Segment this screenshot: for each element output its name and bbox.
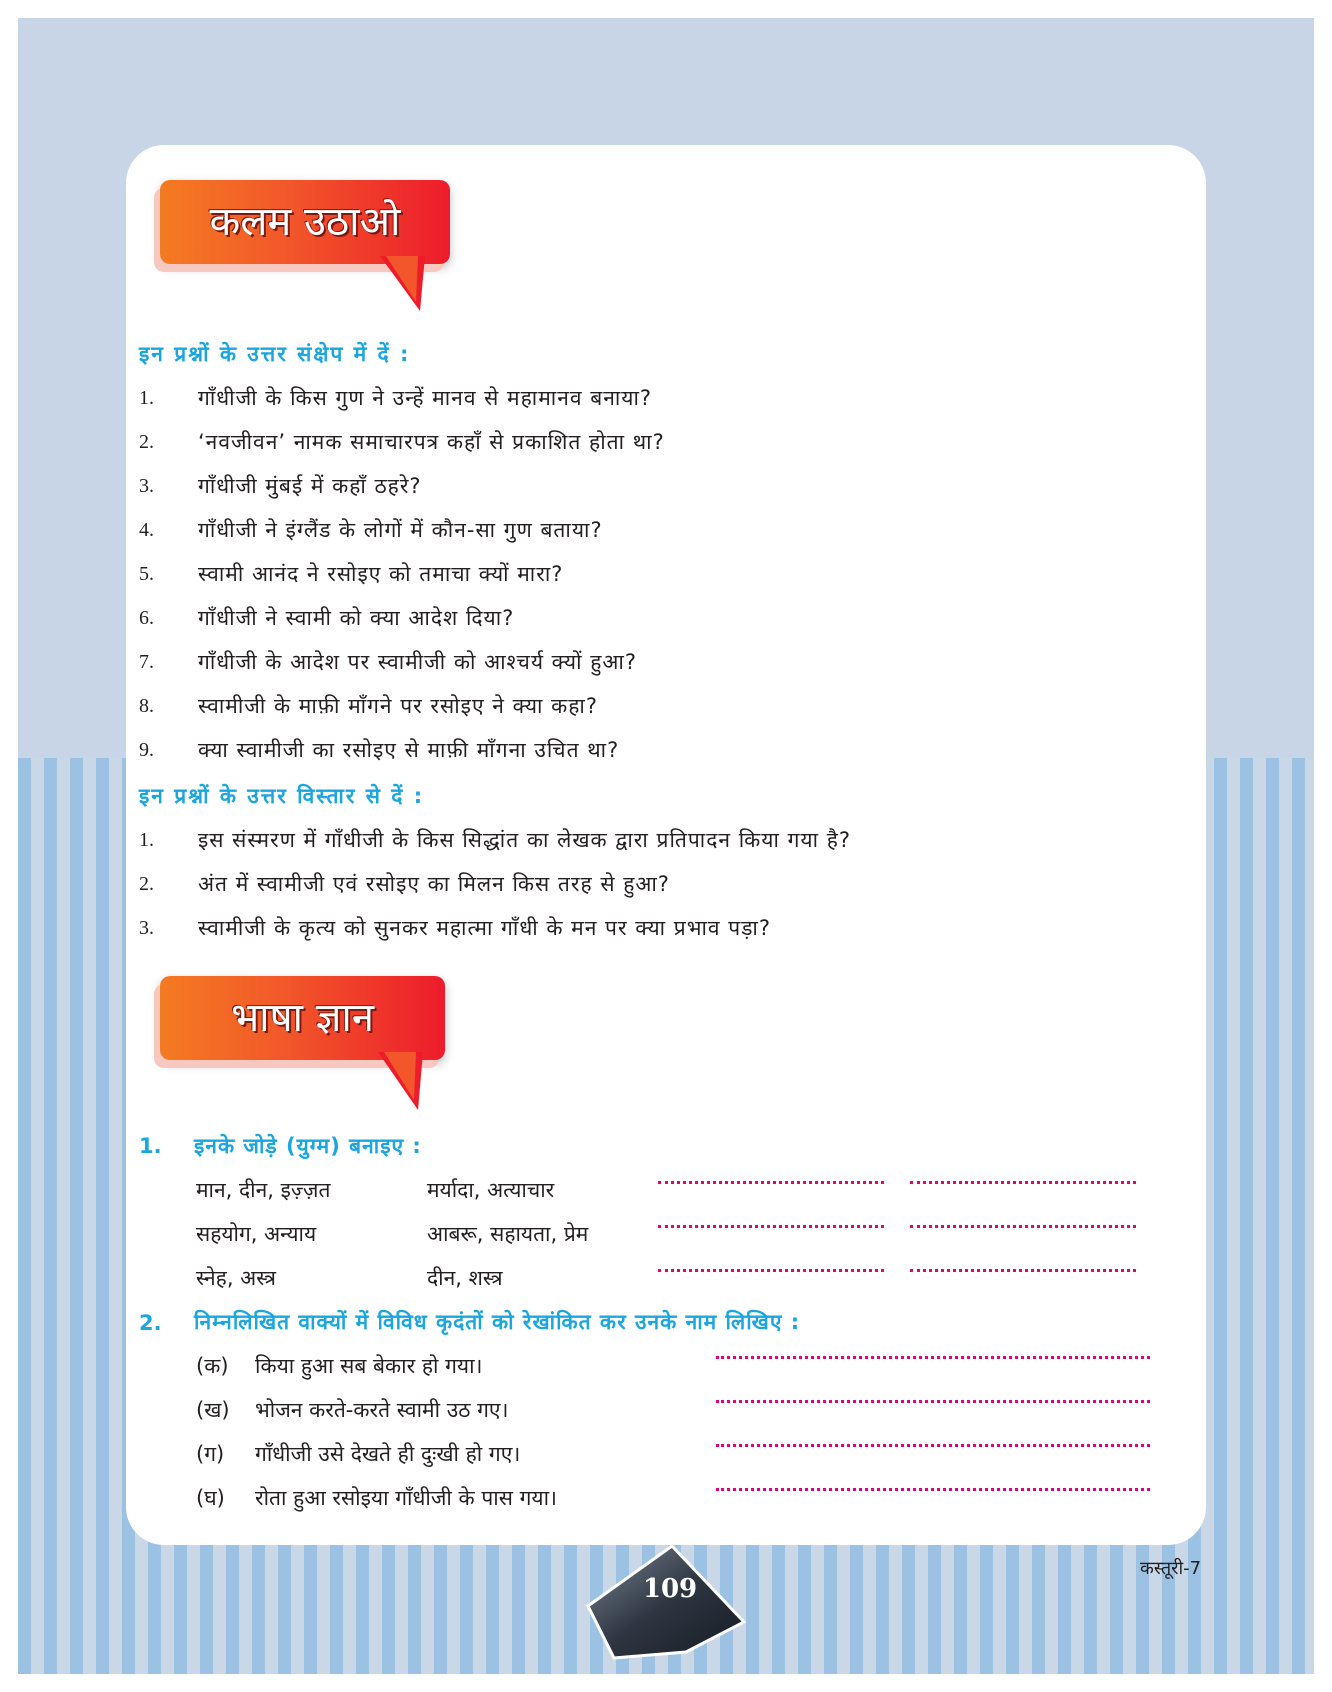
pair-right: आबरू, सहायता, प्रेम: [427, 1222, 589, 1246]
speech-tail-icon: [380, 256, 430, 316]
answer-blank[interactable]: [716, 1444, 1150, 1447]
section-title: कलम उठाओ: [209, 199, 401, 245]
pair-left: स्नेह, अस्त्र: [196, 1266, 276, 1290]
question-number: 2.: [139, 1311, 162, 1335]
section-title-badge: [160, 180, 450, 264]
page-number: 109: [642, 1574, 698, 1604]
answer-blank[interactable]: [910, 1225, 1136, 1228]
short-answer-heading: इन प्रश्नों के उत्तर संक्षेप में दें :: [139, 342, 411, 366]
answer-blank[interactable]: [716, 1400, 1150, 1403]
question-number: 1.: [139, 1134, 162, 1158]
pair-left: मान, दीन, इज़्ज़त: [196, 1178, 331, 1202]
long-answer-heading: इन प्रश्नों के उत्तर विस्तार से दें :: [139, 784, 425, 808]
pair-right: दीन, शस्त्र: [427, 1266, 503, 1290]
answer-blank[interactable]: [658, 1181, 884, 1184]
item-label: (ख): [196, 1398, 230, 1422]
item-text: रोता हुआ रसोइया गाँधीजी के पास गया।: [255, 1486, 557, 1510]
speech-tail-icon: [378, 1052, 428, 1114]
item-label: (क): [196, 1354, 229, 1378]
participle-heading: निम्नलिखित वाक्यों में विविध कृदंतों को रेखांकित कर उनके नाम लिखिए :: [194, 1310, 801, 1334]
pair-right: मर्यादा, अत्याचार: [427, 1178, 555, 1202]
item-text: किया हुआ सब बेकार हो गया।: [255, 1354, 483, 1378]
item-label: (घ): [196, 1486, 225, 1510]
section-title: भाषा ज्ञान: [231, 995, 374, 1041]
answer-blank[interactable]: [658, 1269, 884, 1272]
answer-blank[interactable]: [716, 1488, 1150, 1491]
answer-blank[interactable]: [910, 1269, 1136, 1272]
item-text: गाँधीजी उसे देखते ही दुःखी हो गए।: [255, 1442, 521, 1466]
answer-blank[interactable]: [910, 1181, 1136, 1184]
book-name: कस्तूरी-7: [1140, 1558, 1202, 1579]
item-text: भोजन करते-करते स्वामी उठ गए।: [255, 1398, 509, 1422]
section-title-badge: [160, 976, 445, 1060]
pairs-heading: इनके जोड़े (युग्म) बनाइए :: [194, 1134, 422, 1158]
pair-left: सहयोग, अन्याय: [196, 1222, 317, 1246]
answer-blank[interactable]: [658, 1225, 884, 1228]
answer-blank[interactable]: [716, 1356, 1150, 1359]
item-label: (ग): [196, 1442, 225, 1466]
